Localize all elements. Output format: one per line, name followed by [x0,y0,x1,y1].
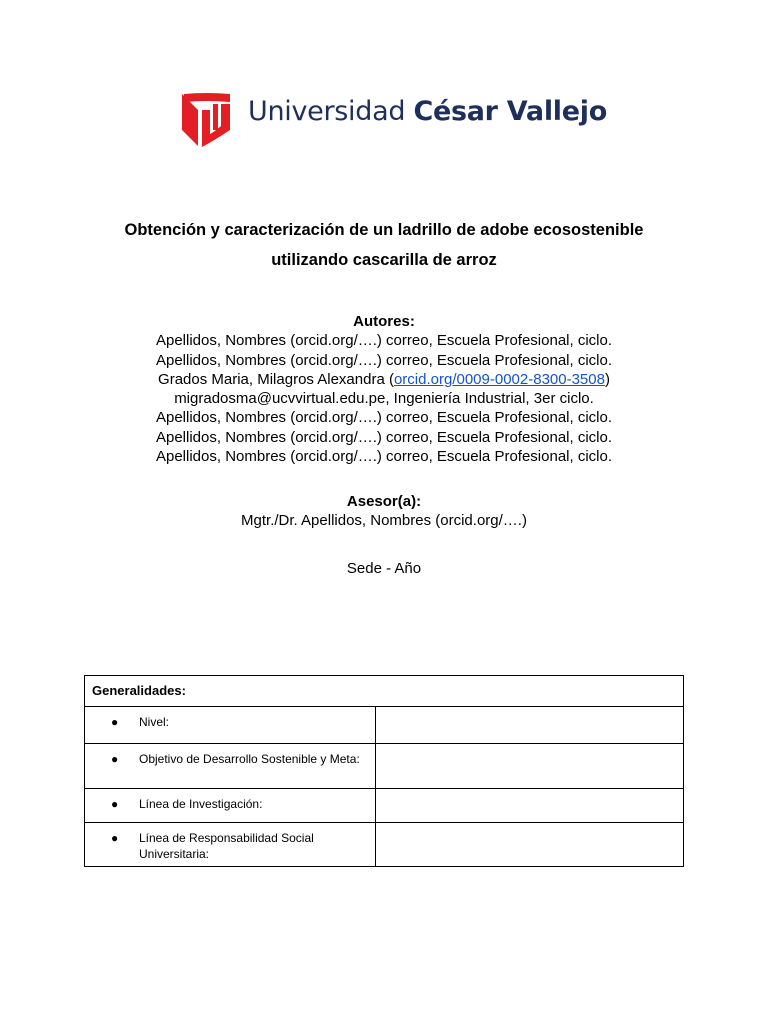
bullet-icon: ● [111,752,119,766]
title-line-1: Obtención y caracterización de un ladrillo de adobe ecosostenible [124,221,644,239]
row-value-cell[interactable] [376,789,684,823]
row-value-cell[interactable] [376,744,684,789]
author-paren: ) [604,370,610,388]
author-line: Apellidos, Nombres (orcid.org/….) correo, Escuela Profesional, ciclo. [155,428,612,446]
row-label: Objetivo de Desarrollo Sostenible y Meta: [139,752,360,766]
author-line [60,370,708,389]
author-line: Apellidos, Nombres (orcid.org/….) correo, Escuela Profesional, ciclo. [155,351,612,369]
author-line: Apellidos, Nombres (orcid.org/….) correo, Escuela Profesional, ciclo. [155,332,612,350]
orcid-link[interactable]: orcid.org/0009-0002-8300-3508 [393,370,605,388]
bullet-icon: ● [111,715,119,729]
advisor-heading: Asesor(a): [346,493,422,510]
document-title [60,215,708,275]
row-label: Línea de Investigación: [139,797,263,811]
sede-year: Sede - Año [346,560,422,577]
row-label: Nivel: [139,715,170,729]
author-line: migradosma@ucvvirtual.edu.pe, Ingeniería Industrial, 3er ciclo. [174,390,594,408]
row-label-cell [85,823,376,867]
university-name-bold: César Vallejo [413,96,607,127]
university-name-regular: Universidad [248,96,414,127]
author-line: Apellidos, Nombres (orcid.org/….) correo, Escuela Profesional, ciclo. [155,409,612,427]
university-name [248,96,607,127]
author-name: Grados Maria, Milagros Alexandra ( [158,370,394,388]
row-label: Línea de Responsabilidad Social Universitaria: [139,831,314,861]
table-row [85,707,684,744]
row-label-cell [85,744,376,789]
advisor-section [60,492,708,531]
bullet-icon: ● [111,831,119,845]
table-header: Generalidades: [85,676,684,707]
table-row [85,744,684,789]
authors-heading: Autores: [353,313,415,330]
row-value-cell[interactable] [376,707,684,744]
bullet-icon: ● [111,797,119,811]
ucv-shield-icon [180,92,232,148]
table-row [85,823,684,867]
advisor-line: Mgtr./Dr. Apellidos, Nombres (orcid.org/….) [241,512,527,530]
table-row [85,789,684,823]
title-line-2: utilizando cascarilla de arroz [271,251,497,269]
row-label-cell [85,707,376,744]
generalidades-table [84,675,684,867]
university-logo [180,92,607,148]
author-line: Apellidos, Nombres (orcid.org/….) correo, Escuela Profesional, ciclo. [155,448,612,466]
row-value-cell[interactable] [376,823,684,867]
row-label-cell [85,789,376,823]
authors-section [60,312,708,466]
